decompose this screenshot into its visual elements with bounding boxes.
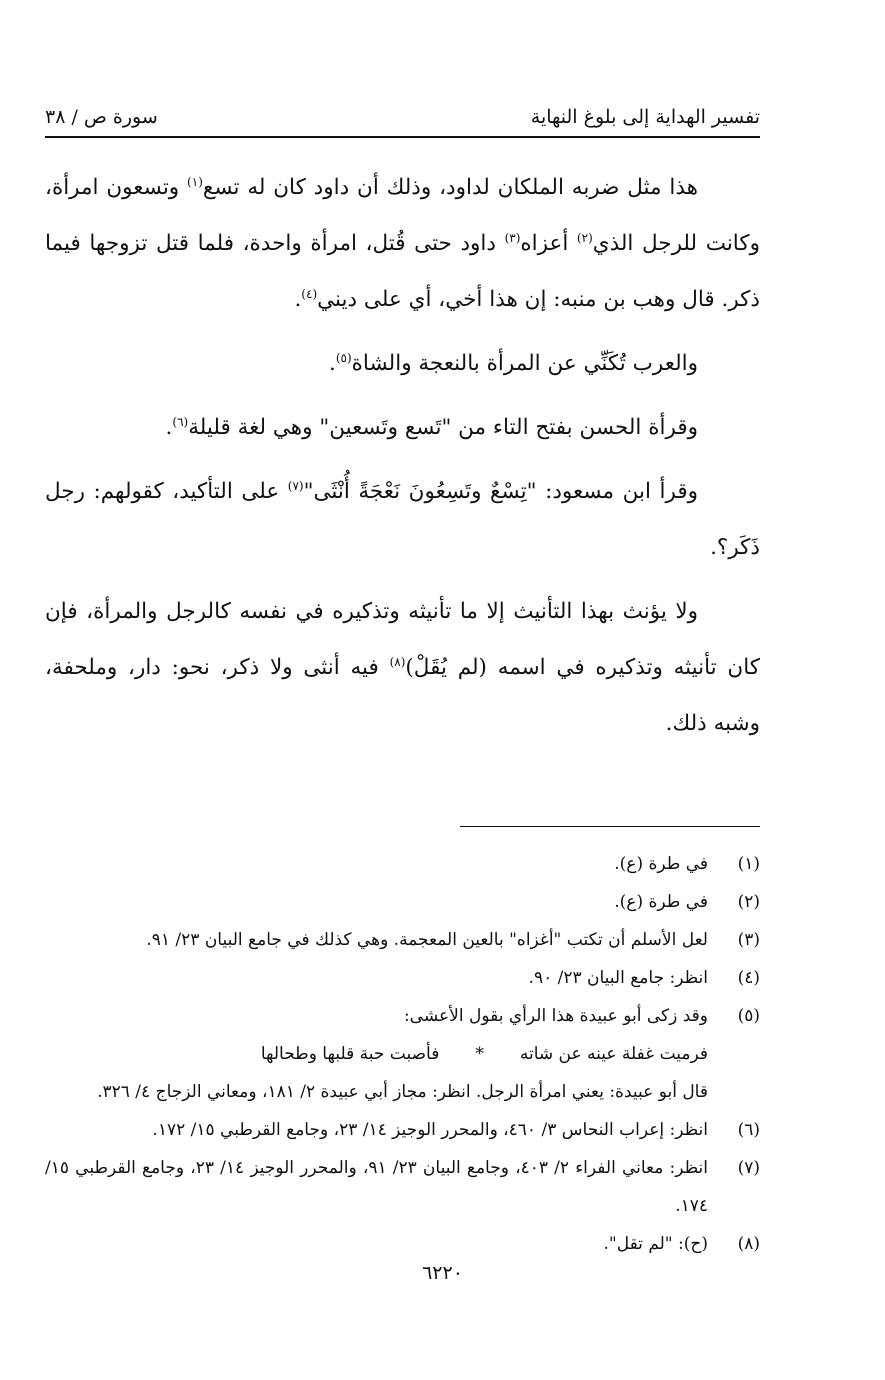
footnote-number: (٦) (737, 1120, 760, 1140)
text-run: وقرأة الحسن بفتح التاء من "تَسع وتَسعين" وهي لغة قليلة (188, 415, 698, 440)
footnote-ref-8[interactable]: (٨) (389, 654, 406, 669)
footnote-text: انظر: معاني الفراء ٢/ ٤٠٣، وجامع البيان ٢٣/ ٩١، والمحرر الوجيز ١٤/ ٢٣، وجامع القرطبي ١٥/ ١٧٤. (45, 1158, 708, 1216)
paragraph-5 (45, 584, 760, 752)
footnote-5-continuation: قال أبو عبيدة: يعني امرأة الرجل. انظر: مجاز أبي عبيدة ٢/ ١٨١، ومعاني الزجاج ٤/ ٣٢٦. (97, 1082, 708, 1102)
footnotes (45, 845, 760, 1263)
text-run: . (294, 287, 302, 312)
footnote-6 (45, 1111, 760, 1149)
footnote-text: (ح): "لم تقل". (603, 1234, 708, 1254)
footnote-7 (45, 1149, 760, 1225)
footnote-text: في طرة (ع). (614, 892, 708, 912)
text-run: هذا مثل ضربه الملكان لداود، وذلك أن داود كان له تسع (202, 175, 699, 200)
verse-hemistich-2: فأصبت حبة قلبها وطحالها (260, 1044, 440, 1064)
footnote-number: (١) (737, 854, 760, 874)
footnote-text: في طرة (ع). (614, 854, 708, 874)
footnote-ref-4[interactable]: (٤) (301, 286, 318, 301)
text-run: ولا يؤنث بهذا التأنيث إلا ما تأنيثه وتذكيره في نفسه كالرجل والمرأة، فإن كان تأنيثه وتذكيره في اسمه (لم يُقَلْ) (45, 599, 760, 680)
footnote-text: لعل الأسلم أن تكتب "أغزاه" بالعين المعجمة. وهي كذلك في جامع البيان ٢٣/ ٩١. (146, 930, 708, 950)
paragraph-4 (45, 464, 760, 576)
text-run: وقرأ ابن مسعود: "تِسْعٌ وتَسِعُونَ نَعْجَةً أُنْثَى" (303, 479, 698, 504)
verse-separator: * (475, 1044, 484, 1064)
footnote-number: (٨) (737, 1234, 760, 1254)
footnote-divider (460, 826, 760, 827)
paragraph-2 (45, 336, 760, 392)
footnote-4 (45, 959, 760, 997)
surah-reference: سورة ص / ٣٨ (45, 106, 158, 128)
page (45, 92, 760, 1263)
text-run: وتسعون امرأة، وكانت للرجل الذي (45, 175, 760, 256)
footnote-number: (٤) (737, 968, 760, 988)
footnote-ref-2[interactable]: (٢) (576, 230, 593, 245)
text-run: على التأكيد، كقولهم: رجل ذَكَر؟. (45, 479, 760, 560)
footnote-ref-6[interactable]: (٦) (172, 414, 189, 429)
text-run: والعرب تُكَنِّي عن المرأة بالنعجة والشاة (351, 351, 698, 376)
paragraph-3 (45, 400, 760, 456)
footnote-number: (٢) (737, 892, 760, 912)
footnote-ref-3[interactable]: (٣) (504, 230, 521, 245)
page-number: ٦٢٢٠ (422, 1262, 463, 1284)
footnote-ref-5[interactable]: (٥) (335, 350, 352, 365)
text-run: أعزاه (520, 231, 577, 256)
footnote-number: (٧) (737, 1158, 760, 1178)
footnote-2 (45, 883, 760, 921)
text-run: . (165, 415, 173, 440)
paragraph-1 (45, 160, 760, 328)
running-header (45, 92, 760, 138)
footnote-number: (٥) (737, 1006, 760, 1026)
text-run: فيه أنثى ولا ذكر، نحو: دار، وملحفة، وشبه ذلك. (45, 655, 760, 736)
footnote-1 (45, 845, 760, 883)
footnote-text: انظر: إعراب النحاس ٣/ ٤٦٠، والمحرر الوجيز ١٤/ ٢٣، وجامع القرطبي ١٥/ ١٧٢. (152, 1120, 708, 1140)
text-run: داود حتى قُتل، امرأة واحدة، فلما قتل تزوجها فيما ذكر. قال وهب بن منبه: إن هذا أخي، أي على ديني (45, 231, 760, 312)
footnote-number: (٣) (737, 930, 760, 950)
verse-hemistich-1: فرميت غفلة عينه عن شاته (519, 1044, 708, 1064)
book-title: تفسير الهداية إلى بلوغ النهاية (530, 106, 760, 128)
poetry-verse (45, 1035, 760, 1073)
footnote-text: وقد زكى أبو عبيدة هذا الرأي بقول الأعشى: (403, 1006, 708, 1026)
footnote-3 (45, 921, 760, 959)
text-run: . (329, 351, 336, 376)
footnote-ref-7[interactable]: (٧) (287, 478, 304, 493)
footnote-8 (45, 1225, 760, 1263)
footnote-5 (45, 997, 760, 1035)
main-text (45, 160, 760, 752)
footnote-text: انظر: جامع البيان ٢٣/ ٩٠. (528, 968, 708, 988)
footnote-ref-1[interactable]: (١) (187, 174, 203, 189)
